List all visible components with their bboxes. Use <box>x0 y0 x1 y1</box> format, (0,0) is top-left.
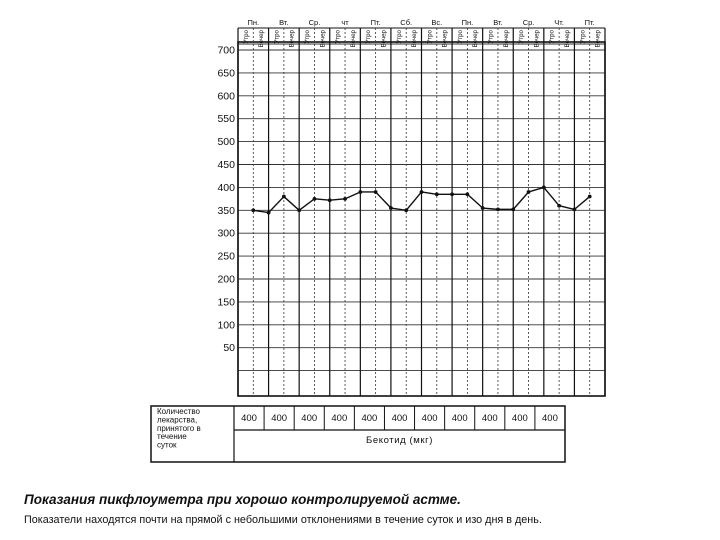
y-tick-label: 350 <box>217 204 235 217</box>
time-of-day-label: Вечер <box>472 30 480 48</box>
day-label: Чт. <box>554 18 564 27</box>
data-point <box>511 207 515 211</box>
time-of-day-label: Утро <box>395 30 403 44</box>
y-tick-label: 200 <box>217 273 235 286</box>
caption-text: Показатели находятся почти на прямой с небольшими отклонениями в течение суток и изо дня в день. <box>24 514 542 526</box>
time-of-day-label: Вечер <box>594 30 602 48</box>
data-point <box>343 197 347 201</box>
y-tick-label: 600 <box>217 90 235 103</box>
data-point <box>374 190 378 194</box>
y-tick-label: 650 <box>217 67 235 80</box>
time-of-day-label: Вечер <box>288 30 296 48</box>
data-point <box>282 195 286 199</box>
data-point <box>358 190 362 194</box>
y-tick-label: 300 <box>217 227 235 240</box>
time-of-day-label: Утро <box>456 30 464 44</box>
y-tick-label: 100 <box>217 319 235 332</box>
time-of-day-label: Вечер <box>258 30 266 48</box>
time-of-day-label: Вечер <box>533 30 541 48</box>
time-of-day-label: Утро <box>579 30 587 44</box>
data-point <box>297 208 301 212</box>
y-tick-label: 400 <box>217 181 235 194</box>
data-point <box>588 195 592 199</box>
data-point <box>465 192 469 196</box>
y-tick-label: 150 <box>217 296 235 309</box>
dose-value: 400 <box>271 413 288 424</box>
day-label: Ср. <box>522 18 535 27</box>
time-of-day-label: Вечер <box>411 30 419 48</box>
time-of-day-label: Утро <box>304 30 312 44</box>
dose-value: 400 <box>241 413 257 424</box>
data-point <box>420 190 424 194</box>
day-label: Пт. <box>370 18 381 27</box>
data-point <box>313 197 317 201</box>
dose-value: 400 <box>391 413 408 424</box>
dose-value: 400 <box>481 413 498 424</box>
day-label: Вс. <box>431 18 443 27</box>
time-of-day-label: Вечер <box>380 30 388 48</box>
y-tick-label: 450 <box>217 159 235 171</box>
time-of-day-label: Утро <box>518 30 526 44</box>
data-point <box>450 192 454 196</box>
time-of-day-label: Вечер <box>319 30 327 48</box>
data-point <box>435 192 439 196</box>
data-point <box>251 208 255 212</box>
day-label: Пт. <box>584 18 595 27</box>
time-of-day-label: Утро <box>242 30 250 44</box>
dose-table <box>151 406 565 462</box>
data-point <box>496 207 500 211</box>
y-tick-label: 50 <box>223 342 235 355</box>
drug-name: Бекотид (мкг) <box>366 435 433 446</box>
y-axis-ticks <box>217 45 235 355</box>
day-label: Пн. <box>247 18 260 27</box>
data-point <box>527 190 531 194</box>
dose-value: 400 <box>301 413 318 424</box>
time-of-day-label: Утро <box>334 30 342 44</box>
day-label: Ср. <box>308 18 321 27</box>
time-of-day-label: Вечер <box>502 30 510 48</box>
day-label: Сб. <box>400 18 413 27</box>
dose-value: 400 <box>331 413 348 424</box>
time-of-day-label: Утро <box>273 30 281 44</box>
data-point <box>542 186 546 190</box>
day-label: Пн. <box>461 18 474 27</box>
data-point <box>557 204 561 208</box>
y-tick-label: 550 <box>217 113 235 126</box>
time-of-day-label: Утро <box>548 30 556 44</box>
day-label: чт <box>341 18 349 27</box>
time-of-day-label: Вечер <box>349 30 357 48</box>
dose-row-label: Количество лекарства, принятого в течение суток <box>157 407 201 450</box>
data-point <box>267 211 271 215</box>
day-header <box>243 18 602 47</box>
caption-title: Показания пикфлоуметра при хорошо контролируемой астме. <box>24 492 461 507</box>
table-frame <box>151 406 565 462</box>
chart-grid <box>238 28 605 396</box>
data-point <box>481 206 485 210</box>
y-tick-label: 250 <box>217 250 235 263</box>
time-of-day-label: Утро <box>426 30 434 44</box>
data-point <box>573 207 577 211</box>
time-of-day-label: Утро <box>365 30 373 44</box>
dose-value: 400 <box>542 413 558 424</box>
dose-value: 400 <box>511 413 528 424</box>
day-label: Вт. <box>493 18 503 27</box>
dose-value: 400 <box>361 413 378 424</box>
data-point <box>389 206 393 210</box>
data-point <box>404 208 408 212</box>
data-point <box>328 198 332 202</box>
y-tick-label: 700 <box>217 44 235 57</box>
dose-value: 400 <box>421 413 438 424</box>
day-label: Вт. <box>279 18 289 27</box>
time-of-day-label: Вечер <box>563 30 571 48</box>
dose-value: 400 <box>451 413 468 424</box>
y-tick-label: 500 <box>217 136 235 149</box>
time-of-day-label: Утро <box>487 30 495 44</box>
time-of-day-label: Вечер <box>441 30 449 48</box>
